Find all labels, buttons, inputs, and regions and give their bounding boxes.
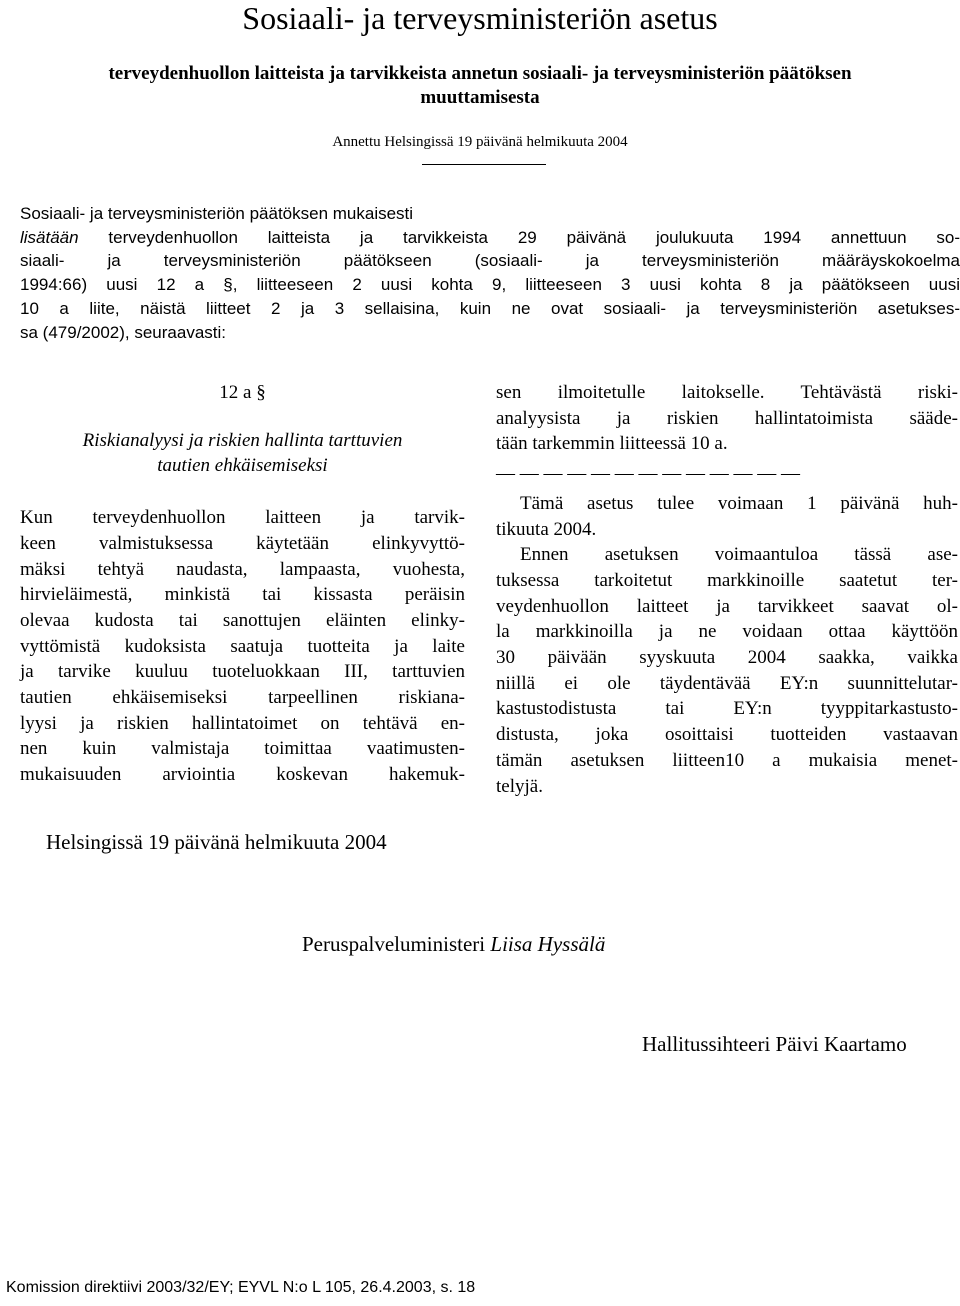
intro-line-5: 10 a liite, näistä liitteet 2 ja 3 sellaisina, kuin ne ovat sosiaali- ja terveysministeriön asetukses- [20,298,960,318]
left-column [20,374,465,788]
continuation-text [496,380,958,457]
minister-signature [302,931,605,957]
document-title: Sosiaali- ja terveysministeriön asetus [242,0,718,36]
intro-line-1: Sosiaali- ja terveysministeriön päätöksen mukaisesti [20,204,414,223]
body-line: ja tarvike kuuluu tuoteluokkaan III, tarttuvien [20,661,465,683]
transition-line: tämän asetuksen liitteen10 a mukaisia menet- [496,749,958,771]
transition-line: la markkinoilla ja ne voidaan ottaa käyttöön [496,621,958,643]
body-line: olevaa kudosta tai sanottujen eläinten elinky- [20,609,465,631]
entry-line: tikuuta 2004. [496,518,597,540]
body-line: keen valmistuksessa käytetään elinkyvyttö- [20,532,465,554]
continuation-line: tään tarkemmin liitteessä 10 a. [496,433,728,455]
separator-dashes: — — — — — — — — — — — — — [496,463,800,485]
continuation-line: analyysista ja riskien hallintatoimista sääde- [496,407,958,429]
entry-into-force [496,491,958,542]
body-line: mäksi tehtyä naudasta, lampaasta, vuohesta, [20,558,465,580]
secretary-signature: Hallitussihteeri Päivi Kaartamo [642,1032,907,1056]
intro-line-6: sa (479/2002), seuraavasti: [20,322,227,342]
right-column [496,380,958,799]
transition-line: distusta, joka osoittaisi tuotteiden vastaavan [496,724,958,746]
intro-line-2 [20,226,960,250]
footnote: Komission direktiivi 2003/32/EY; EYVL N:o L 105, 26.4.2003, s. 18 [6,1279,476,1296]
minister-title: Peruspalveluministeri [302,932,491,956]
intro-verb: lisätään [20,227,79,247]
transition-line: veydenhuollon laitteet ja tarvikkeet saavat ol- [496,595,958,617]
transition-line: Ennen asetuksen voimaantuloa tässä ase- [520,544,958,566]
transition-line: 30 päivään syyskuuta 2004 saakka, vaikka [496,647,958,669]
transition-line: tuksessa tarkoitetut markkinoille saatetut ter- [496,569,958,591]
intro-paragraph [20,202,960,344]
header-rule [422,164,546,165]
minister-name: Liisa Hyssälä [490,932,606,956]
intro-line-3: siaali- ja terveysministeriön päätökseen (sosiaali- ja terveysministeriön määräyskokoelma [20,251,960,271]
section-heading-line-1: Riskianalyysi ja riskien hallinta tarttuvien [82,429,403,451]
body-line: mukaisuuden arviointia koskevan hakemuk- [20,764,465,786]
intro-line-2-rest: terveydenhuollon laitteista ja tarvikkeista 29 päivänä joulukuuta 1994 annettuun so- [78,227,960,247]
body-line: nen kuin valmistaja toimittaa vaatimusten- [20,738,465,760]
transition-line: niillä ei ole täydentävää EY:n suunnittelutar- [496,672,958,694]
body-line: hirvieläimestä, minkistä tai kissasta peräisin [20,584,465,606]
body-line: Kun terveydenhuollon laitteen ja tarvik- [20,507,465,529]
transition-line: telyjä. [496,775,543,797]
section-number: 12 a § [219,382,266,403]
section-heading-line-2: tautien ehkäisemiseksi [157,455,328,477]
document-subtitle [0,62,960,110]
transition-provision [496,542,958,799]
subtitle-line-2: muuttamisesta [420,87,540,108]
intro-line-4: 1994:66) uusi 12 a §, liitteeseen 2 uusi kohta 9, liitteeseen 3 uusi kohta 8 ja päätökseen uusi [20,275,960,295]
signature-place-date: Helsingissä 19 päivänä helmikuuta 2004 [46,830,387,854]
given-date: Annettu Helsingissä 19 päivänä helmikuuta 2004 [332,134,628,150]
body-line: lyysi ja riskien hallintatoimet on tehtävä en- [20,712,465,734]
entry-line: Tämä asetus tulee voimaan 1 päivänä huh- [520,492,958,514]
transition-line: kastustodistusta tai EY:n tyyppitarkastusto- [496,698,958,720]
body-line: vyttömistä kudoksista saatuja tuotteita ja laite [20,635,465,657]
body-line: tautien ehkäisemiseksi tarpeellinen riskiana- [20,687,465,709]
subtitle-line-1: terveydenhuollon laitteista ja tarvikkeista annetun sosiaali- ja terveysministeriön päätöksen [108,63,852,84]
section-body [20,505,465,788]
continuation-line: sen ilmoitetulle laitokselle. Tehtävästä riski- [496,382,958,403]
